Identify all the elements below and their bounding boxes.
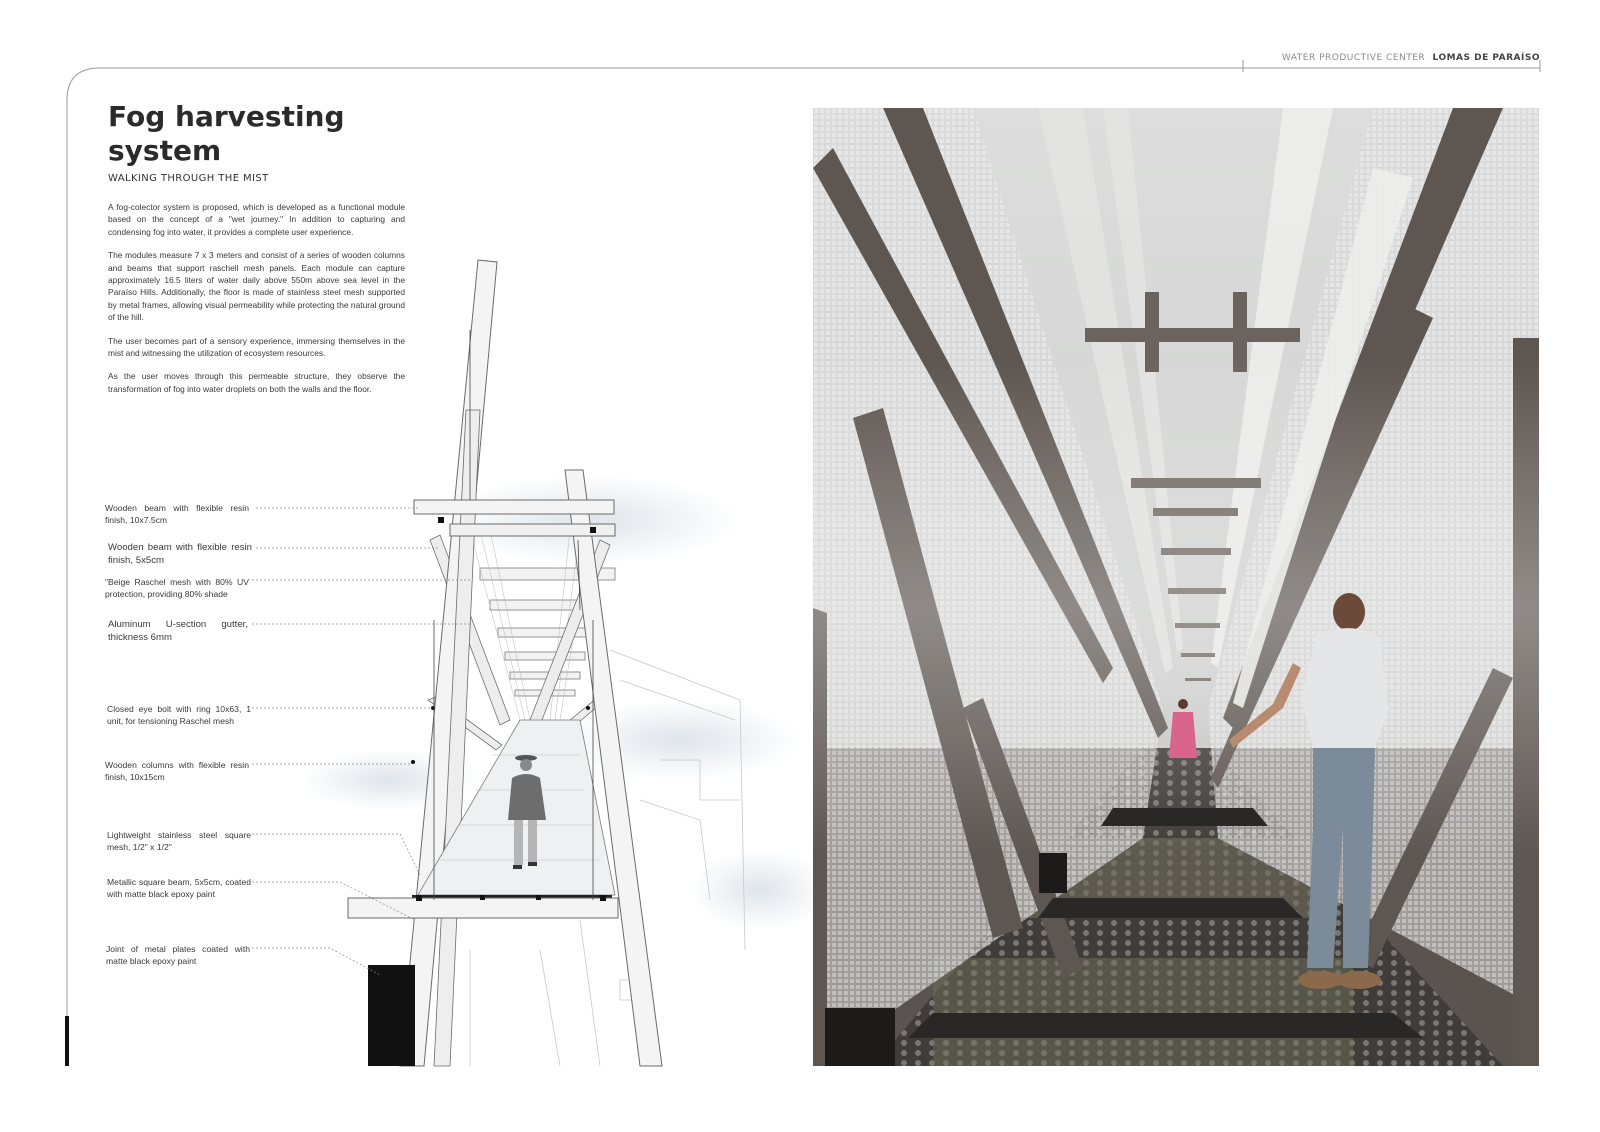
label-square-beam: Metallic square beam, 5x5cm, coated with matte black epoxy paint — [107, 877, 251, 899]
render-image — [813, 108, 1539, 1066]
label-steel-mesh: Lightweight stainless steel square mesh, 1/2" x 1/2" — [107, 830, 251, 852]
label-joint: Joint of metal plates coated with matte black epoxy paint — [106, 944, 250, 966]
label-beam-large: Wooden beam with flexible resin finish, 10x7.5cm — [105, 503, 249, 525]
label-raschel-mesh: "Beige Raschel mesh with 80% UV protection, providing 80% shade — [105, 577, 249, 599]
paragraph: The modules measure 7 x 3 meters and consist of a series of wooden columns and beams that support raschell mesh panels. Each module can capture approximately 16.5 liters of water daily above 550m above sea level in the Paraíso Hills. Additionally, the floor is made of stainless steel mesh supported by metal frames, allowing visual permeability while protecting the natural ground of the hill. — [108, 250, 405, 323]
label-beam-small: Wooden beam with flexible resin finish, 5x5cm — [108, 542, 252, 566]
label-columns: Wooden columns with flexible resin finish, 10x15cm — [105, 760, 249, 782]
page-title: Fog harvesting system — [108, 100, 345, 167]
label-gutter: Aluminum U-section gutter, thickness 6mm — [108, 619, 248, 643]
project-label: WATER PRODUCTIVE CENTER — [1281, 53, 1426, 63]
label-eye-bolt: Closed eye bolt with ring 10x63, 1 unit, for tensioning Raschel mesh — [107, 704, 251, 726]
paragraph: The user becomes part of a sensory experience, immersing themselves in the mist and witnessing the utilization of ecosystem resources. — [108, 335, 405, 359]
paragraph: A fog-colector system is proposed, which is developed as a functional module based on the concept of a "wet journey." In addition to capturing and condensing fog into water, it provides a complete user experience. — [108, 202, 405, 237]
project-name: LOMAS DE PARAÍSO — [1432, 53, 1540, 63]
mist-cloud — [690, 850, 830, 930]
paragraph: As the user moves through this permeable structure, they observe the transformation of fog into water droplets on both the walls and the floor. — [108, 371, 405, 394]
foundation-block — [368, 966, 415, 1066]
page-subtitle: WALKING THROUGH THE MIST — [108, 173, 269, 184]
